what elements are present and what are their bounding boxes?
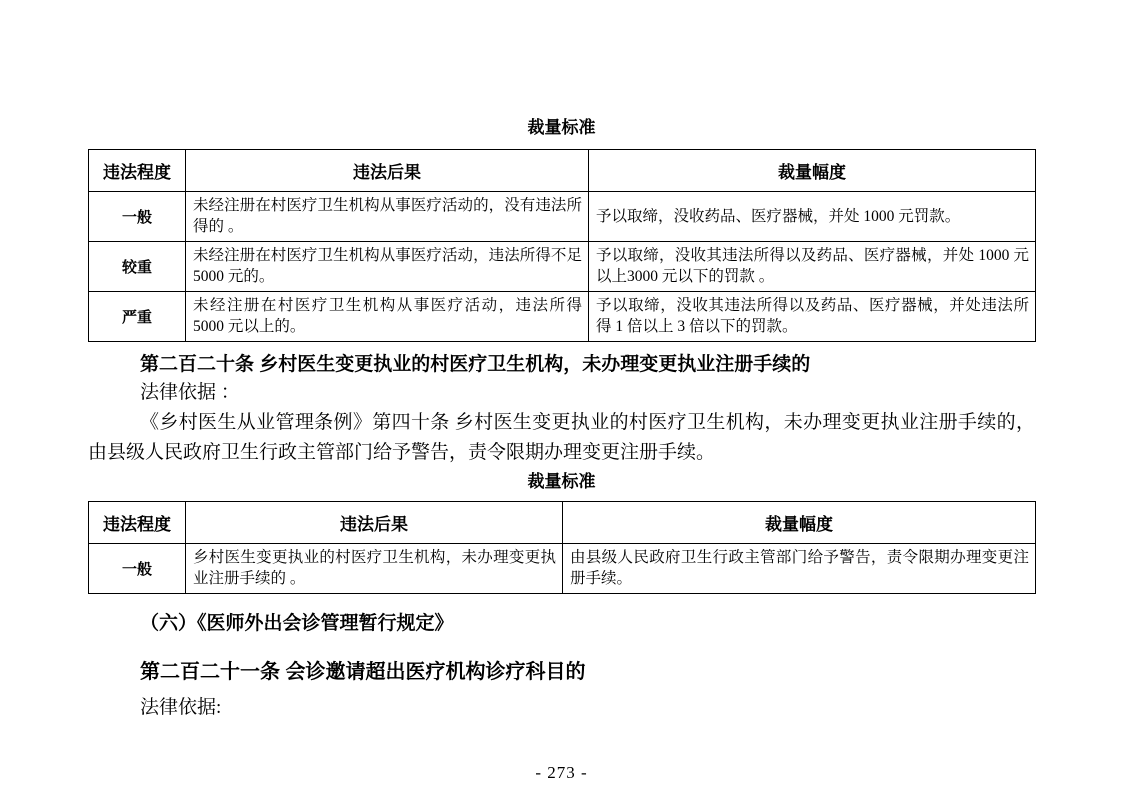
table-header-row xyxy=(89,150,1036,192)
consequence-cell: 未经注册在村医疗卫生机构从事医疗活动，违法所得不足 5000 元的。 xyxy=(186,242,589,292)
table-header-row xyxy=(89,502,1036,544)
range-cell: 予以取缔，没收其违法所得以及药品、医疗器械，并处违法所得 1 倍以上 3 倍以下的罚款。 xyxy=(589,292,1036,342)
article-221-heading: 第二百二十一条 会诊邀请超出医疗机构诊疗科目的 xyxy=(140,661,586,683)
section-six-heading: （六）《医师外出会诊管理暂行规定》 xyxy=(140,613,454,634)
document-page xyxy=(88,0,1035,783)
degree-cell: 较重 xyxy=(89,242,186,292)
discretion-table-2 xyxy=(88,501,1036,594)
header-violation-consequence: 违法后果 xyxy=(186,150,589,192)
range-cell: 予以取缔，没收药品、医疗器械，并处 1000 元罚款。 xyxy=(589,192,1036,242)
header-violation-degree: 违法程度 xyxy=(89,502,186,544)
legal-basis-label-2: 法律依据: xyxy=(140,697,222,718)
table-row xyxy=(89,292,1036,342)
table-row xyxy=(89,544,1036,594)
header-discretion-range: 裁量幅度 xyxy=(563,502,1036,544)
range-cell: 予以取缔，没收其违法所得以及药品、医疗器械，并处 1000 元以上3000 元以下的罚款 。 xyxy=(589,242,1036,292)
degree-cell: 一般 xyxy=(89,192,186,242)
header-violation-degree: 违法程度 xyxy=(89,150,186,192)
degree-cell: 严重 xyxy=(89,292,186,342)
degree-cell: 一般 xyxy=(89,544,186,594)
table-title-2: 裁量标准 xyxy=(527,472,596,491)
legal-basis-label-1: 法律依据 ： xyxy=(140,382,240,403)
legal-basis-paragraph: 《乡村医生从业管理条例》第四十条 乡村医生变更执业的村医疗卫生机构，未办理变更执业注册手续的，由县级人民政府卫生行政主管部门给予警告，责令限期办理变更注册手续。 xyxy=(88,412,1035,463)
table-row xyxy=(89,242,1036,292)
header-violation-consequence: 违法后果 xyxy=(186,502,563,544)
page-number: - 273 - xyxy=(535,763,588,782)
header-discretion-range: 裁量幅度 xyxy=(589,150,1036,192)
table-row xyxy=(89,192,1036,242)
discretion-table-1 xyxy=(88,149,1036,342)
consequence-cell: 乡村医生变更执业的村医疗卫生机构，未办理变更执业注册手续的 。 xyxy=(186,544,563,594)
range-cell: 由县级人民政府卫生行政主管部门给予警告，责令限期办理变更注册手续。 xyxy=(563,544,1036,594)
consequence-cell: 未经注册在村医疗卫生机构从事医疗活动的，没有违法所得的 。 xyxy=(186,192,589,242)
table-title-1: 裁量标准 xyxy=(527,118,596,137)
article-220-heading: 第二百二十条 乡村医生变更执业的村医疗卫生机构，未办理变更执业注册手续的 xyxy=(140,354,811,375)
consequence-cell: 未经注册在村医疗卫生机构从事医疗活动，违法所得 5000 元以上的。 xyxy=(186,292,589,342)
